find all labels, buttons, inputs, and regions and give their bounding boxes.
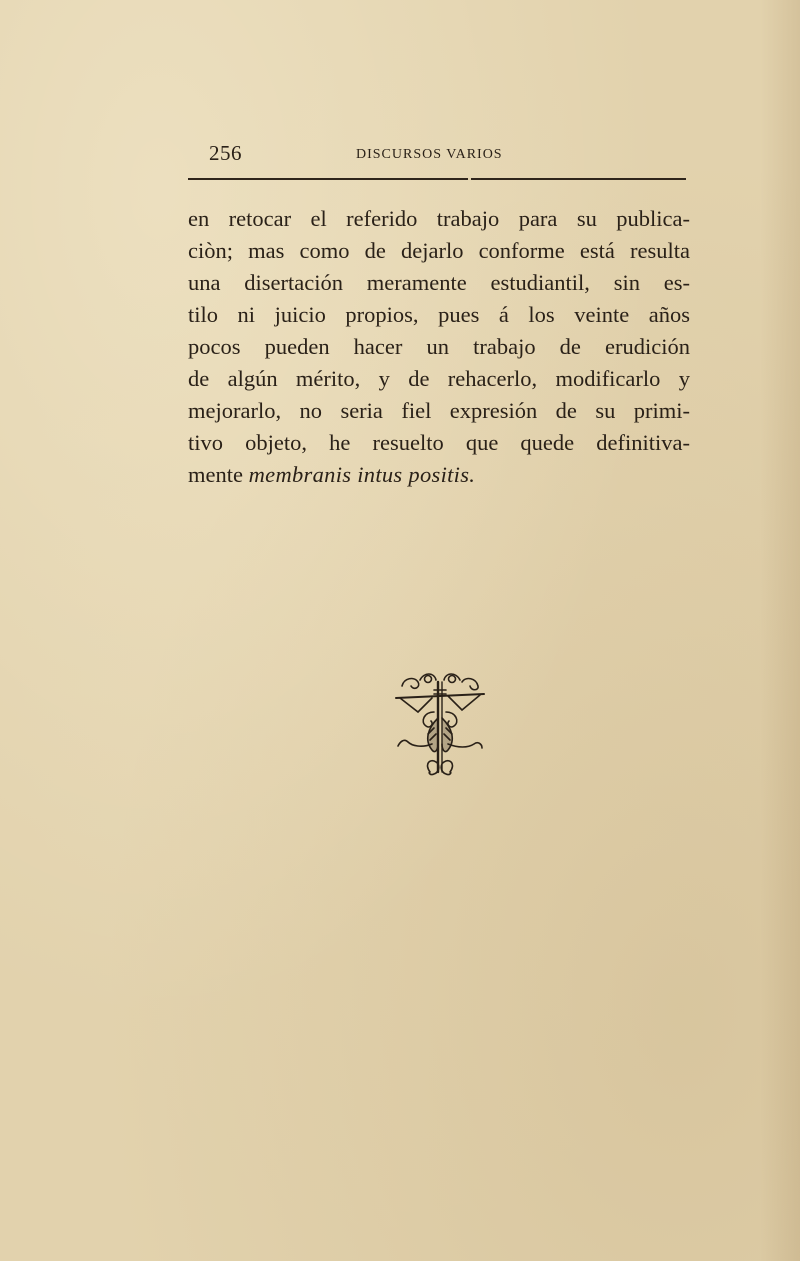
text-line-9 [188, 459, 690, 491]
running-head: DISCURSOS VARIOS [356, 147, 503, 162]
text-line-7: mejorarlo, no seria fiel expresión de su primi- [188, 398, 690, 423]
floral-tailpiece-ornament-icon [394, 668, 486, 788]
page-edge-shadow [760, 0, 800, 1261]
text-line-9-prefix: mente [188, 462, 243, 487]
text-line-4: tilo ni juicio propios, pues á los veinte años [188, 302, 690, 327]
text-line-3: una disertación meramente estudiantil, sin es- [188, 270, 690, 295]
body-paragraph [188, 203, 690, 491]
text-line-8: tivo objeto, he resuelto que quede definitiva- [188, 430, 690, 455]
text-line-5: pocos pueden hacer un trabajo de erudición [188, 334, 690, 359]
latin-phrase: membranis intus positis. [248, 462, 476, 487]
header-rule [188, 178, 686, 180]
page-number: 256 [209, 141, 242, 165]
text-line-2: ciòn; mas como de dejarlo conforme está resulta [188, 238, 690, 263]
text-line-1: en retocar el referido trabajo para su publica- [188, 206, 690, 231]
text-line-6: de algún mérito, y de rehacerlo, modificarlo y [188, 366, 690, 391]
